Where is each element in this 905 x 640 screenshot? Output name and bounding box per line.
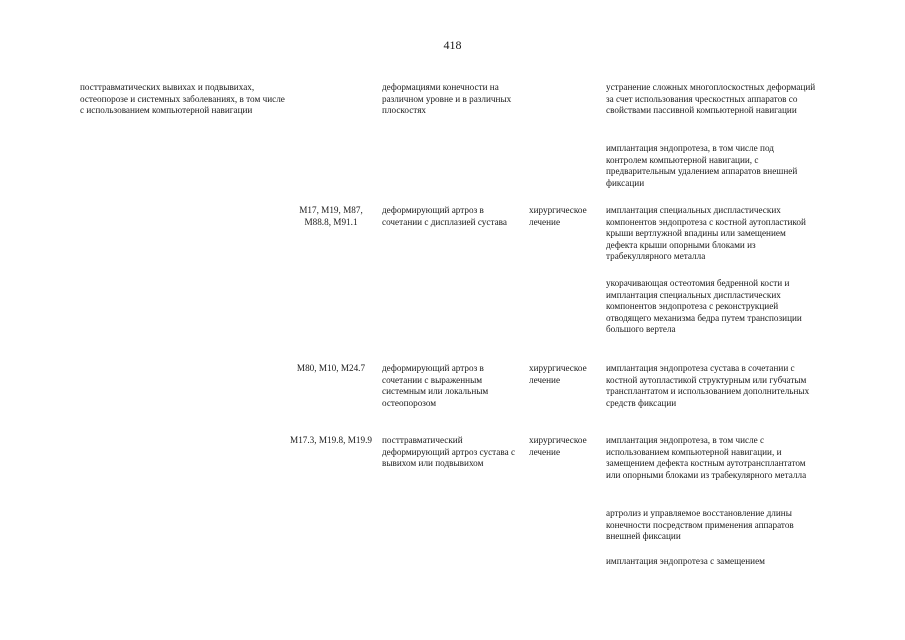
treatment-method-cell: имплантация эндопротеза с замещением xyxy=(606,556,765,566)
treatment-method-cell: имплантация эндопротеза, в том числе с использованием компьютерной навигации, и замещением дефекта костным аутотрансплантатом или опорными блоками из трабекулярного металла xyxy=(606,435,807,480)
treatment-type-cell: хирургическое лечение xyxy=(529,363,587,385)
treatment-type-cell: хирургическое лечение xyxy=(529,435,587,457)
treatment-method-cell: артролиз и управляемое восстановление длины конечности посредством применения аппаратов внешней фиксации xyxy=(606,508,794,542)
page-number: 418 xyxy=(443,38,462,52)
treatment-method-cell: имплантация эндопротеза сустава в сочетании с костной аутопластикой структурным или губчатым трансплантатом и использованием дополнительных средств фиксации xyxy=(606,363,810,408)
treatment-method-cell: имплантация эндопротеза, в том числе под контролем компьютерной навигации, с предварительным удалением аппаратов внешней фиксации xyxy=(606,143,798,188)
disease-model-cell: посттравматический деформирующий артроз сустава с вывихом или подвывихом xyxy=(382,435,516,469)
disease-model-cell: деформирующий артроз в сочетании с дисплазией сустава xyxy=(382,205,507,227)
icd-code-cell: M80, M10, M24.7 xyxy=(296,363,366,373)
treatment-type-cell: хирургическое лечение xyxy=(529,205,587,227)
disease-model-cell: деформирующий артроз в сочетании с выраженным системным или локальным остеопорозом xyxy=(382,363,489,408)
icd-code-cell: M17.3, M19.8, M19.9 xyxy=(290,435,372,445)
disease-model-cell: деформациями конечности на различном уровне и в различных плоскостях xyxy=(382,82,512,116)
treatment-method-cell: имплантация специальных диспластических компонентов эндопротеза с костной аутопластикой крыши вертлужной впадины или замещением дефекта крыши опорными блоками из трабекуллярного металла xyxy=(606,205,806,262)
condition-cell: посттравматических вывихах и подвывихах, остеопорозе и системных заболеваниях, в том числе с использованием компьютерной навигации xyxy=(80,82,285,116)
treatment-method-cell: устранение сложных многоплоскостных деформаций за счет использования чрескостных аппаратов со свойствами пассивной компьютерной навигации xyxy=(606,82,816,116)
treatment-method-cell: укорачивающая остеотомия бедренной кости и имплантация специальных диспластических компонентов эндопротеза с реконструкцией отводящего механизма бедра путем транспозиции большого вертела xyxy=(606,278,802,335)
icd-code-cell: M17, M19, M87, M88.8, M91.1 xyxy=(299,205,363,227)
